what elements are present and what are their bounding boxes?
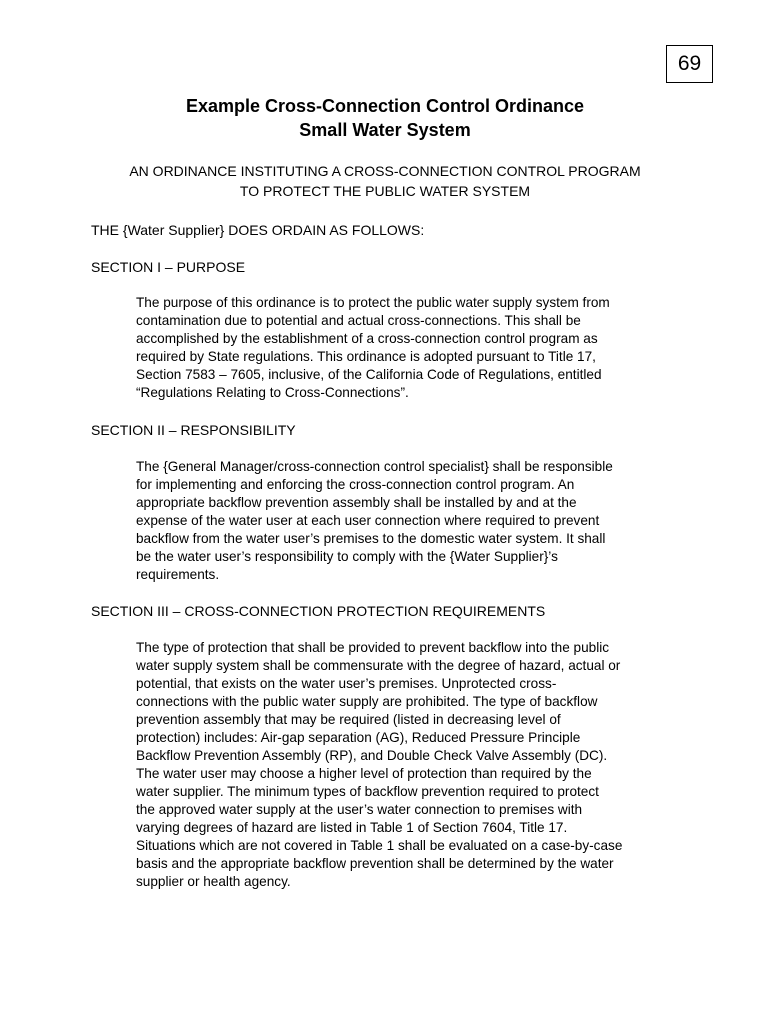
section-heading-responsibility: SECTION II – RESPONSIBILITY <box>91 422 296 438</box>
body-line: Section 7583 – 7605, inclusive, of the California Code of Regulations, entitled <box>136 367 602 382</box>
body-line: Backflow Prevention Assembly (RP), and Double Check Valve Assembly (DC). <box>136 748 608 763</box>
body-line: requirements. <box>136 567 220 582</box>
subtitle-line-2: TO PROTECT THE PUBLIC WATER SYSTEM <box>239 183 531 199</box>
body-line: “Regulations Relating to Cross-Connections”. <box>136 385 409 400</box>
section-body-purpose <box>136 294 696 402</box>
body-line: varying degrees of hazard are listed in Table 1 of Section 7604, Title 17. <box>136 820 568 835</box>
body-line: required by State regulations. This ordinance is adopted pursuant to Title 17, <box>136 349 596 364</box>
body-line: the approved water supply at the user’s water connection to premises with <box>136 802 583 817</box>
section-heading-protection-requirements: SECTION III – CROSS-CONNECTION PROTECTION REQUIREMENTS <box>91 603 546 619</box>
body-line: be the water user’s responsibility to comply with the {Water Supplier}’s <box>136 549 558 564</box>
body-line: The water user may choose a higher level of protection than required by the <box>136 766 592 781</box>
section-body-protection-requirements <box>136 639 696 891</box>
body-line: backflow from the water user’s premises to the domestic water system. It shall <box>136 531 606 546</box>
section-body-responsibility <box>136 458 696 584</box>
body-line: accomplished by the establishment of a cross-connection control program as <box>136 331 598 346</box>
body-line: appropriate backflow prevention assembly shall be installed by and at the <box>136 495 577 510</box>
body-line: basis and the appropriate backflow prevention shall be determined by the water <box>136 856 614 871</box>
body-line: expense of the water user at each user connection where required to prevent <box>136 513 600 528</box>
body-line: Situations which are not covered in Table 1 shall be evaluated on a case-by-case <box>136 838 623 853</box>
body-line: water supplier. The minimum types of backflow prevention required to protect <box>136 784 599 799</box>
body-line: potential, that exists on the water user’s premises. Unprotected cross- <box>136 676 557 691</box>
body-line: contamination due to potential and actual cross-connections. This shall be <box>136 313 581 328</box>
body-line: water supply system shall be commensurate with the degree of hazard, actual or <box>136 658 621 673</box>
body-line: prevention assembly that may be required (listed in decreasing level of <box>136 712 561 727</box>
title-line-1: Example Cross-Connection Control Ordinance <box>185 96 585 116</box>
page-number: 69 <box>666 45 713 83</box>
body-line: The purpose of this ordinance is to protect the public water supply system from <box>136 295 610 310</box>
body-line: protection) includes: Air-gap separation (AG), Reduced Pressure Principle <box>136 730 581 745</box>
title-line-2: Small Water System <box>299 120 471 140</box>
body-line: for implementing and enforcing the cross-connection control program. An <box>136 477 575 492</box>
document-title <box>0 94 770 142</box>
body-line: The {General Manager/cross-connection control specialist} shall be responsible <box>136 459 613 474</box>
body-line: supplier or health agency. <box>136 874 291 889</box>
ordain-statement: THE {Water Supplier} DOES ORDAIN AS FOLLOWS: <box>91 222 425 238</box>
body-line: connections with the public water supply are prohibited. The type of backflow <box>136 694 598 709</box>
section-heading-purpose: SECTION I – PURPOSE <box>91 259 246 275</box>
body-line: The type of protection that shall be provided to prevent backflow into the public <box>136 640 610 655</box>
ordinance-subtitle <box>0 161 770 201</box>
subtitle-line-1: AN ORDINANCE INSTITUTING A CROSS-CONNECTION CONTROL PROGRAM <box>129 163 641 179</box>
